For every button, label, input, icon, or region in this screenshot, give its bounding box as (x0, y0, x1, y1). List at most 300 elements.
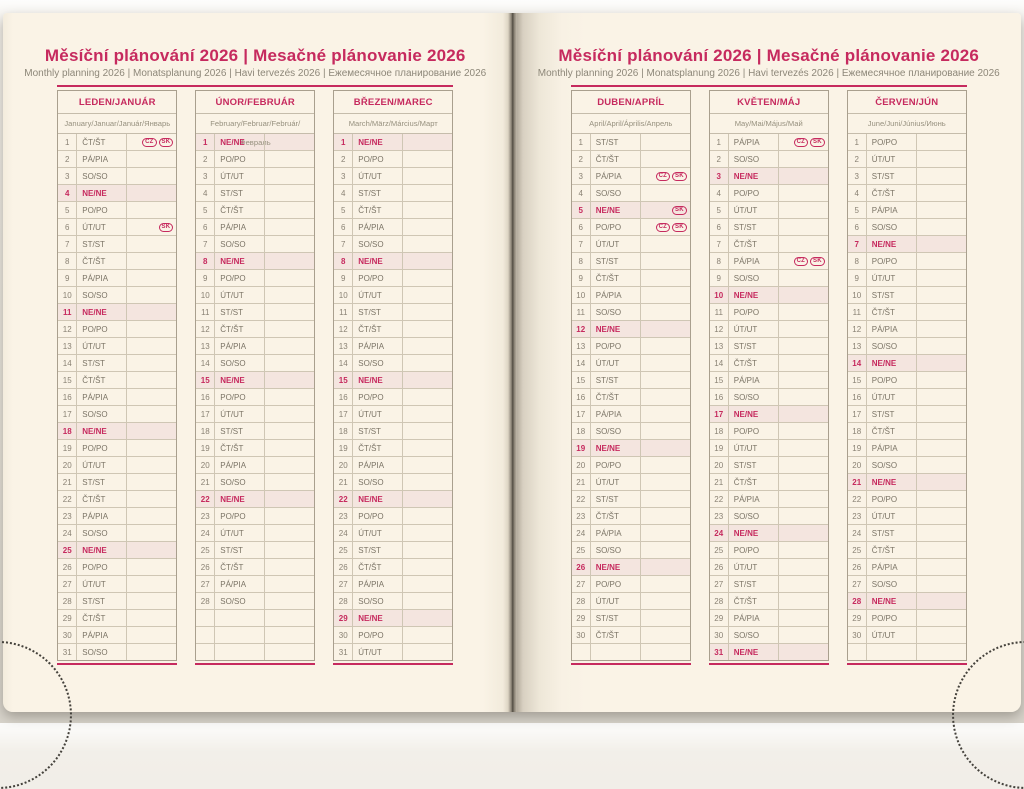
day-name: ST/ST (215, 542, 265, 558)
notes-cell (779, 627, 828, 643)
day-name: ST/ST (867, 406, 917, 422)
day-name: SO/SO (867, 576, 917, 592)
calendar-row (710, 491, 828, 508)
notes-cell (403, 355, 452, 371)
calendar-row (710, 423, 828, 440)
notes-cell (403, 457, 452, 473)
day-number: 31 (334, 644, 353, 660)
day-number: 21 (848, 474, 867, 490)
day-name: PO/PO (867, 491, 917, 507)
notes-cell (917, 627, 966, 643)
day-number: 28 (334, 593, 353, 609)
notes-cell (265, 134, 314, 150)
day-number (196, 627, 215, 643)
day-number: 10 (710, 287, 729, 303)
day-name: ČT/ŠT (215, 321, 265, 337)
day-number: 8 (334, 253, 353, 269)
day-name: ÚT/UT (77, 457, 127, 473)
month-table (847, 90, 967, 661)
day-number: 22 (58, 491, 77, 507)
calendar-row (710, 559, 828, 576)
day-number: 10 (334, 287, 353, 303)
calendar-row (848, 542, 966, 559)
calendar-row (58, 202, 176, 219)
notes-cell (779, 389, 828, 405)
holiday-badge-sk: SK (810, 257, 825, 266)
day-number: 10 (58, 287, 77, 303)
day-number: 3 (58, 168, 77, 184)
notes-cell (641, 270, 690, 286)
day-name: ČT/ŠT (729, 593, 779, 609)
calendar-row (196, 321, 314, 338)
notes-cell (917, 593, 966, 609)
calendar-row (710, 134, 828, 151)
month-table (571, 90, 691, 661)
notes-cell (641, 236, 690, 252)
notes-cell (779, 304, 828, 320)
notes-cell (917, 168, 966, 184)
notes-cell (917, 644, 966, 660)
notes-cell (641, 440, 690, 456)
day-number: 16 (58, 389, 77, 405)
day-name: ST/ST (867, 287, 917, 303)
day-name: PO/PO (729, 423, 779, 439)
day-name: SO/SO (591, 304, 641, 320)
notes-cell (641, 525, 690, 541)
day-name: PO/PO (215, 151, 265, 167)
day-number: 20 (572, 457, 591, 473)
day-number: 2 (196, 151, 215, 167)
day-number: 7 (196, 236, 215, 252)
calendar-row (848, 304, 966, 321)
day-name: ČT/ŠT (867, 304, 917, 320)
notes-cell (265, 474, 314, 490)
day-number: 25 (196, 542, 215, 558)
calendar-row (572, 508, 690, 525)
day-number: 15 (58, 372, 77, 388)
notes-cell (265, 576, 314, 592)
notes-cell (265, 559, 314, 575)
notes-cell (917, 355, 966, 371)
month-translations: June/Juni/Június/Июнь (848, 114, 966, 134)
day-name: SO/SO (353, 355, 403, 371)
holiday-badge-cz: CZ (794, 257, 808, 266)
day-number: 22 (710, 491, 729, 507)
holiday-badge-cz: CZ (142, 138, 156, 147)
notes-cell (403, 627, 452, 643)
day-number: 6 (58, 219, 77, 235)
notes-cell (779, 542, 828, 558)
notes-cell (265, 287, 314, 303)
day-name: ÚT/UT (353, 644, 403, 660)
day-name: NE/NE (353, 134, 403, 150)
notes-cell (403, 474, 452, 490)
month-column-5 (709, 90, 829, 665)
calendar-row (58, 389, 176, 406)
calendar-row (572, 219, 690, 236)
notes-cell (127, 168, 176, 184)
day-name: ÚT/UT (215, 287, 265, 303)
holiday-badge-sk: SK (672, 172, 687, 181)
day-name: PO/PO (729, 542, 779, 558)
calendar-row (572, 542, 690, 559)
calendar-row (710, 185, 828, 202)
notes-cell (779, 168, 828, 184)
calendar-row (848, 270, 966, 287)
calendar-row (848, 406, 966, 423)
notes-cell (779, 219, 828, 235)
day-name: ST/ST (729, 576, 779, 592)
day-name: ČT/ŠT (77, 134, 127, 150)
calendar-row (848, 338, 966, 355)
notes-cell (779, 474, 828, 490)
notes-cell (641, 202, 690, 218)
notes-cell (403, 168, 452, 184)
day-name: ST/ST (591, 491, 641, 507)
day-name: PÁ/PIA (729, 610, 779, 626)
day-name: PÁ/PIA (353, 457, 403, 473)
day-name: PÁ/PIA (77, 627, 127, 643)
day-number: 1 (58, 134, 77, 150)
notes-cell (127, 610, 176, 626)
day-name: PÁ/PIA (867, 321, 917, 337)
day-number: 11 (196, 304, 215, 320)
page-subtitle: Monthly planning 2026 | Monatsplanung 2026 | Havi tervezés 2026 | Ежемесячное планирование 2026 (537, 68, 1000, 79)
calendar-row (334, 406, 452, 423)
day-number: 15 (848, 372, 867, 388)
calendar-row (848, 151, 966, 168)
calendar-row (848, 457, 966, 474)
notes-cell (403, 185, 452, 201)
day-number: 15 (710, 372, 729, 388)
notes-cell (641, 151, 690, 167)
calendar-row (334, 287, 452, 304)
calendar-row (572, 559, 690, 576)
notes-cell (127, 287, 176, 303)
day-name: ST/ST (729, 338, 779, 354)
notes-cell (641, 610, 690, 626)
calendar-row (572, 287, 690, 304)
calendar-row (58, 576, 176, 593)
holiday-badge-cz: CZ (794, 138, 808, 147)
holiday-badge-sk: SK (810, 138, 825, 147)
day-number: 16 (710, 389, 729, 405)
right-page (517, 13, 1022, 712)
header-rule (57, 85, 453, 87)
calendar-row (710, 168, 828, 185)
day-name: SO/SO (353, 593, 403, 609)
day-number: 16 (572, 389, 591, 405)
day-name: ČT/ŠT (77, 491, 127, 507)
day-name: PÁ/PIA (729, 372, 779, 388)
calendar-row (196, 338, 314, 355)
calendar-row (572, 491, 690, 508)
day-name: SO/SO (591, 423, 641, 439)
notes-cell (917, 542, 966, 558)
day-name: PÁ/PIA (591, 525, 641, 541)
day-number: 5 (848, 202, 867, 218)
calendar-row (334, 644, 452, 660)
calendar-row (848, 610, 966, 627)
notes-cell (127, 236, 176, 252)
notes-cell (779, 457, 828, 473)
month-column-1 (57, 90, 177, 665)
day-name: SO/SO (215, 236, 265, 252)
day-name: ÚT/UT (729, 440, 779, 456)
day-number: 2 (848, 151, 867, 167)
notes-cell (127, 491, 176, 507)
day-name: NE/NE (353, 253, 403, 269)
day-name: PÁ/PIA (353, 576, 403, 592)
notes-cell (917, 219, 966, 235)
day-name: ČT/ŠT (591, 389, 641, 405)
notes-cell (127, 270, 176, 286)
day-name (215, 610, 265, 626)
day-number: 4 (58, 185, 77, 201)
notes-cell (265, 423, 314, 439)
notes-cell (403, 423, 452, 439)
day-number: 16 (196, 389, 215, 405)
calendar-row (710, 627, 828, 644)
calendar-row (848, 440, 966, 457)
day-name: ČT/ŠT (215, 202, 265, 218)
day-number: 16 (848, 389, 867, 405)
day-name: PÁ/PIA (729, 134, 779, 150)
notes-cell (641, 168, 690, 184)
notes-cell (641, 491, 690, 507)
month-translations: May/Mai/Május/Май (710, 114, 828, 134)
notes-cell (403, 576, 452, 592)
holiday-badge-sk: SK (672, 206, 687, 215)
notes-cell (127, 474, 176, 490)
day-number: 23 (196, 508, 215, 524)
notes-cell (641, 185, 690, 201)
notes-cell (403, 508, 452, 524)
notes-cell (127, 423, 176, 439)
day-name: ST/ST (591, 372, 641, 388)
notes-cell (127, 389, 176, 405)
day-number: 27 (196, 576, 215, 592)
day-name: PO/PO (867, 372, 917, 388)
calendar-row (572, 338, 690, 355)
day-number: 20 (58, 457, 77, 473)
day-name: ČT/ŠT (353, 559, 403, 575)
calendar-empty-row (572, 644, 690, 660)
notes-cell (265, 355, 314, 371)
day-name: PO/PO (867, 610, 917, 626)
day-number (572, 644, 591, 660)
day-number: 21 (58, 474, 77, 490)
notes-cell (127, 185, 176, 201)
notes-cell (779, 406, 828, 422)
day-name: ST/ST (729, 219, 779, 235)
notes-cell (403, 593, 452, 609)
calendar-row (58, 559, 176, 576)
notes-cell (403, 236, 452, 252)
notes-cell (403, 202, 452, 218)
day-name: ÚT/UT (867, 151, 917, 167)
day-name: NE/NE (353, 610, 403, 626)
calendar-row (334, 253, 452, 270)
day-name: ČT/ŠT (353, 440, 403, 456)
day-name: PÁ/PIA (729, 491, 779, 507)
day-number: 19 (334, 440, 353, 456)
notes-cell (779, 355, 828, 371)
notes-cell (265, 304, 314, 320)
day-number: 18 (710, 423, 729, 439)
calendar-row (334, 355, 452, 372)
month-column-6 (847, 90, 967, 665)
notes-cell (265, 508, 314, 524)
calendar-row (58, 168, 176, 185)
day-name: PO/PO (215, 508, 265, 524)
day-name: PÁ/PIA (353, 338, 403, 354)
calendar-row (710, 253, 828, 270)
calendar-row (58, 423, 176, 440)
day-number: 24 (334, 525, 353, 541)
day-number: 3 (572, 168, 591, 184)
notes-cell (127, 151, 176, 167)
month-table (195, 90, 315, 661)
day-name: SO/SO (215, 474, 265, 490)
notes-cell (127, 457, 176, 473)
calendar-row (196, 168, 314, 185)
day-name: SO/SO (867, 457, 917, 473)
day-number: 14 (334, 355, 353, 371)
notes-cell (403, 406, 452, 422)
notes-cell (917, 406, 966, 422)
month-name: BŘEZEN/MAREC (334, 91, 452, 114)
day-name: PO/PO (591, 338, 641, 354)
calendar-row (334, 134, 452, 151)
calendar-row (334, 457, 452, 474)
calendar-row (58, 627, 176, 644)
day-number: 4 (196, 185, 215, 201)
calendar-row (572, 593, 690, 610)
calendar-row (848, 576, 966, 593)
day-name: ÚT/UT (591, 236, 641, 252)
day-number: 1 (196, 134, 215, 150)
notes-cell (917, 151, 966, 167)
day-number: 30 (710, 627, 729, 643)
day-number: 7 (58, 236, 77, 252)
day-number: 29 (572, 610, 591, 626)
calendar-row (710, 202, 828, 219)
day-number: 15 (196, 372, 215, 388)
day-number: 6 (710, 219, 729, 235)
day-number: 28 (196, 593, 215, 609)
notes-cell (917, 474, 966, 490)
calendar-row (58, 287, 176, 304)
day-number: 3 (334, 168, 353, 184)
day-number: 20 (848, 457, 867, 473)
day-number: 29 (334, 610, 353, 626)
notes-cell (917, 440, 966, 456)
notes-cell (403, 542, 452, 558)
calendar-row (196, 202, 314, 219)
notes-cell (127, 406, 176, 422)
day-name: PÁ/PIA (591, 287, 641, 303)
notes-cell (779, 253, 828, 269)
notes-cell (265, 219, 314, 235)
month-tables-left (57, 90, 453, 665)
calendar-row (710, 338, 828, 355)
notes-cell (265, 627, 314, 643)
day-name: PÁ/PIA (215, 219, 265, 235)
calendar-row (848, 321, 966, 338)
calendar-row (572, 321, 690, 338)
calendar-row (848, 185, 966, 202)
notes-cell (403, 304, 452, 320)
day-number: 29 (710, 610, 729, 626)
calendar-row (572, 423, 690, 440)
notes-cell (917, 236, 966, 252)
diary-open-spread (3, 13, 1021, 712)
day-name: NE/NE (353, 491, 403, 507)
day-number: 26 (196, 559, 215, 575)
day-name: PO/PO (729, 304, 779, 320)
day-name: ST/ST (591, 610, 641, 626)
notes-cell (779, 134, 828, 150)
calendar-row (196, 576, 314, 593)
calendar-empty-row (848, 644, 966, 660)
day-number: 4 (848, 185, 867, 201)
day-number: 22 (572, 491, 591, 507)
day-number: 21 (710, 474, 729, 490)
calendar-row (196, 270, 314, 287)
day-name: ÚT/UT (591, 474, 641, 490)
day-name: ÚT/UT (215, 168, 265, 184)
day-name: PO/PO (867, 253, 917, 269)
day-name: PÁ/PIA (867, 440, 917, 456)
calendar-row (848, 389, 966, 406)
calendar-row (848, 372, 966, 389)
calendar-row (848, 202, 966, 219)
day-number (848, 644, 867, 660)
notes-cell (265, 270, 314, 286)
month-table (333, 90, 453, 661)
calendar-empty-row (196, 610, 314, 627)
notes-cell (127, 440, 176, 456)
calendar-row (710, 372, 828, 389)
day-name: ČT/ŠT (729, 236, 779, 252)
day-number: 29 (848, 610, 867, 626)
day-name: ÚT/UT (77, 576, 127, 592)
month-bottom-rule (57, 663, 177, 665)
day-name: SO/SO (77, 525, 127, 541)
day-name: ÚT/UT (215, 525, 265, 541)
calendar-row (572, 236, 690, 253)
calendar-row (848, 134, 966, 151)
calendar-row (196, 406, 314, 423)
day-name: NE/NE (867, 593, 917, 609)
day-number: 4 (710, 185, 729, 201)
day-name: ČT/ŠT (591, 627, 641, 643)
calendar-row (334, 270, 452, 287)
holiday-badge-cz: CZ (656, 172, 670, 181)
day-name: ST/ST (77, 236, 127, 252)
day-name: ČT/ŠT (353, 202, 403, 218)
calendar-row (572, 151, 690, 168)
calendar-row (572, 610, 690, 627)
notes-cell (265, 185, 314, 201)
notes-cell (403, 253, 452, 269)
calendar-row (58, 236, 176, 253)
day-number: 18 (848, 423, 867, 439)
day-name: PO/PO (353, 151, 403, 167)
day-number: 9 (710, 270, 729, 286)
calendar-row (572, 168, 690, 185)
